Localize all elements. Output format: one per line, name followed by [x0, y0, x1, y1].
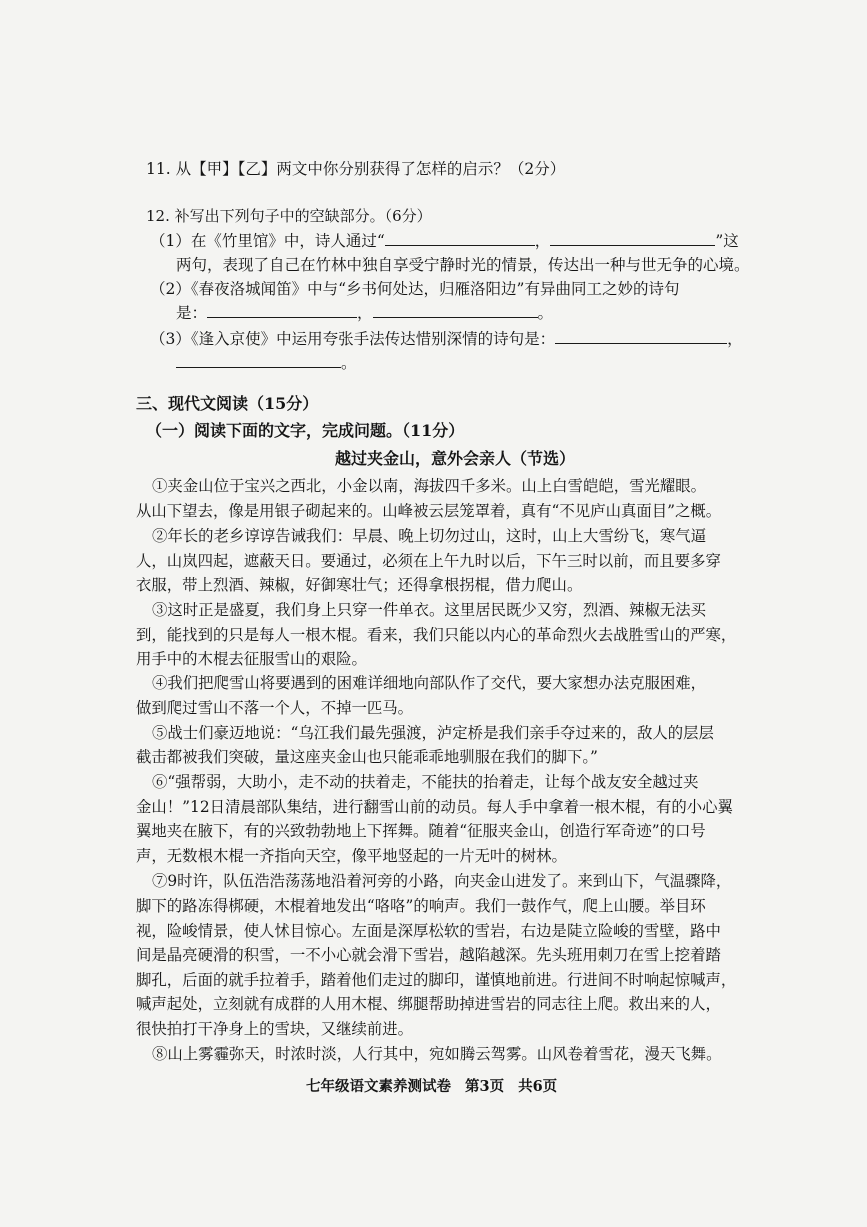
question-12-2-line2 — [176, 302, 553, 324]
question-12-1-line1 — [150, 230, 739, 252]
passage-line: 很快拍打干净身上的雪块，又继续前进。 — [136, 1020, 414, 1038]
passage-line: ⑧山上雾霾弥天，时浓时淡，人行其中，宛如腾云驾雾。山风卷着雪花，漫天飞舞。 — [152, 1045, 722, 1063]
passage-line: 衣服，带上烈酒、辣椒，好御寒壮气；还得拿根拐棍，借力爬山。 — [136, 576, 583, 594]
passage-line: 间是晶亮硬滑的积雪，一不小心就会滑下雪岩，越陷越深。先头班用刺刀在雪上挖着踏 — [136, 946, 721, 964]
page-footer — [306, 1076, 571, 1098]
passage-line: 脚孔，后面的就手拉着手，踏着他们走过的脚印，谨慎地前进。行进间不时响起惊喊声， — [136, 971, 737, 989]
q12-1-suffix: ”这 — [715, 232, 739, 250]
passage-line: 金山！”12日清晨部队集结，进行翻雪山前的动员。每人手中拿着一根木棍，有的小心翼 — [136, 798, 733, 816]
q12-3-end: 。 — [341, 354, 357, 372]
question-12-3-line2 — [176, 352, 357, 374]
subsection-title: （一）阅读下面的文字，完成问题。（11分） — [146, 421, 465, 440]
passage-title: 越过夹金山，意外会亲人（节选） — [335, 449, 576, 468]
answer-blank[interactable] — [207, 303, 357, 318]
passage-line: 做到爬过雪山不落一个人，不掉一匹马。 — [136, 699, 414, 717]
passage-line: 用手中的木棍去征服雪山的艰险。 — [136, 650, 367, 668]
footer-page-number: 第3页 — [465, 1078, 505, 1095]
passage-line: ⑤战士们豪迈地说：“乌江我们最先强渡，泸定桥是我们亲手夺过来的，敌人的层层 — [152, 724, 714, 742]
answer-blank[interactable] — [373, 303, 538, 318]
passage-line: 到，能找到的只是每人一根木棍。看来，我们只能以内心的革命烈火去战胜雪山的严寒， — [136, 626, 737, 644]
q12-3-prefix: （3）《逢入京使》中运用夸张手法传达惜别深情的诗句是： — [150, 330, 556, 348]
passage-line: 人，山岚四起，遮蔽天日。要通过，必须在上午九时以后，下午三时以前，而且要多穿 — [136, 552, 721, 570]
question-12-2-line1: （2）《春夜洛城闻笛》中与“乡书何处达，归雁洛阳边”有异曲同工之妙的诗句 — [150, 280, 680, 298]
section-title: 三、现代文阅读（15分） — [136, 394, 319, 413]
q12-2-prefix: 是： — [176, 304, 208, 322]
footer-total-pages: 共6页 — [518, 1078, 558, 1095]
answer-blank[interactable] — [176, 353, 341, 368]
passage-line: ⑥“强帮弱，大助小，走不动的扶着走，不能扶的抬着走，让每个战友安全越过夹 — [152, 773, 699, 791]
passage-line: 截击都被我们突破，量这座夹金山也只能乖乖地驯服在我们的脚下。” — [136, 748, 598, 766]
passage-line: 脚下的路冻得梆硬，木棍着地发出“咯咯”的响声。我们一鼓作气，爬上山腰。举目环 — [136, 897, 706, 915]
passage-line: 声，无数根木棍一齐指向天空，像平地竖起的一片无叶的树林。 — [136, 847, 567, 865]
passage-line: 从山下望去，像是用银子砌起来的。山峰被云层笼罩着，真有“不见庐山真面目”之概。 — [136, 502, 722, 520]
passage-line: ①夹金山位于宝兴之西北，小金以南，海拔四千多米。山上白雪皑皑，雪光耀眼。 — [152, 477, 707, 495]
q12-3-comma: ， — [727, 330, 743, 348]
q12-2-comma: ， — [357, 304, 373, 322]
question-12-3-line1 — [150, 328, 743, 350]
question-12-stem: 12. 补写出下列句子中的空缺部分。（6分） — [146, 207, 432, 225]
passage-line: ⑦9时许，队伍浩浩荡荡地沿着河旁的小路，向夹金山进发了。来到山下，气温骤降， — [152, 872, 732, 890]
answer-blank[interactable] — [555, 329, 727, 344]
q12-1-prefix: （1）在《竹里馆》中，诗人通过“ — [150, 232, 385, 250]
footer-exam-name: 七年级语文素养测试卷 — [306, 1078, 451, 1095]
question-11: 11. 从【甲】【乙】两文中你分别获得了怎样的启示？（2分） — [146, 160, 566, 178]
passage-line: ②年长的老乡谆谆告诫我们：早晨、晚上切勿过山，这时，山上大雪纷飞，寒气逼 — [152, 527, 707, 545]
passage-line: 视，险峻情景，使人怵目惊心。左面是深厚松软的雪岩，右边是陡立险峻的雪壁，路中 — [136, 922, 721, 940]
passage-line: 喊声起处，立刻就有成群的人用木棍、绑腿帮助掉进雪岩的同志往上爬。救出来的人， — [136, 995, 721, 1013]
answer-blank[interactable] — [385, 231, 535, 246]
passage-line: 翼地夹在腋下，有的兴致勃勃地上下挥舞。随着“征服夹金山，创造行军奇迹”的口号 — [136, 822, 706, 840]
question-12-1-line2: 两句，表现了自己在竹林中独自享受宁静时光的情景，传达出一种与世无争的心境。 — [176, 256, 750, 274]
q12-1-comma: ， — [534, 232, 551, 250]
answer-blank[interactable] — [550, 231, 715, 246]
passage-line: ④我们把爬雪山将要遇到的困难详细地向部队作了交代，要大家想办法克服困难， — [152, 674, 707, 692]
q12-2-end: 。 — [537, 304, 554, 322]
passage-line: ③这时正是盛夏，我们身上只穿一件单衣。这里居民既少又穷，烈酒、辣椒无法买 — [152, 601, 707, 619]
